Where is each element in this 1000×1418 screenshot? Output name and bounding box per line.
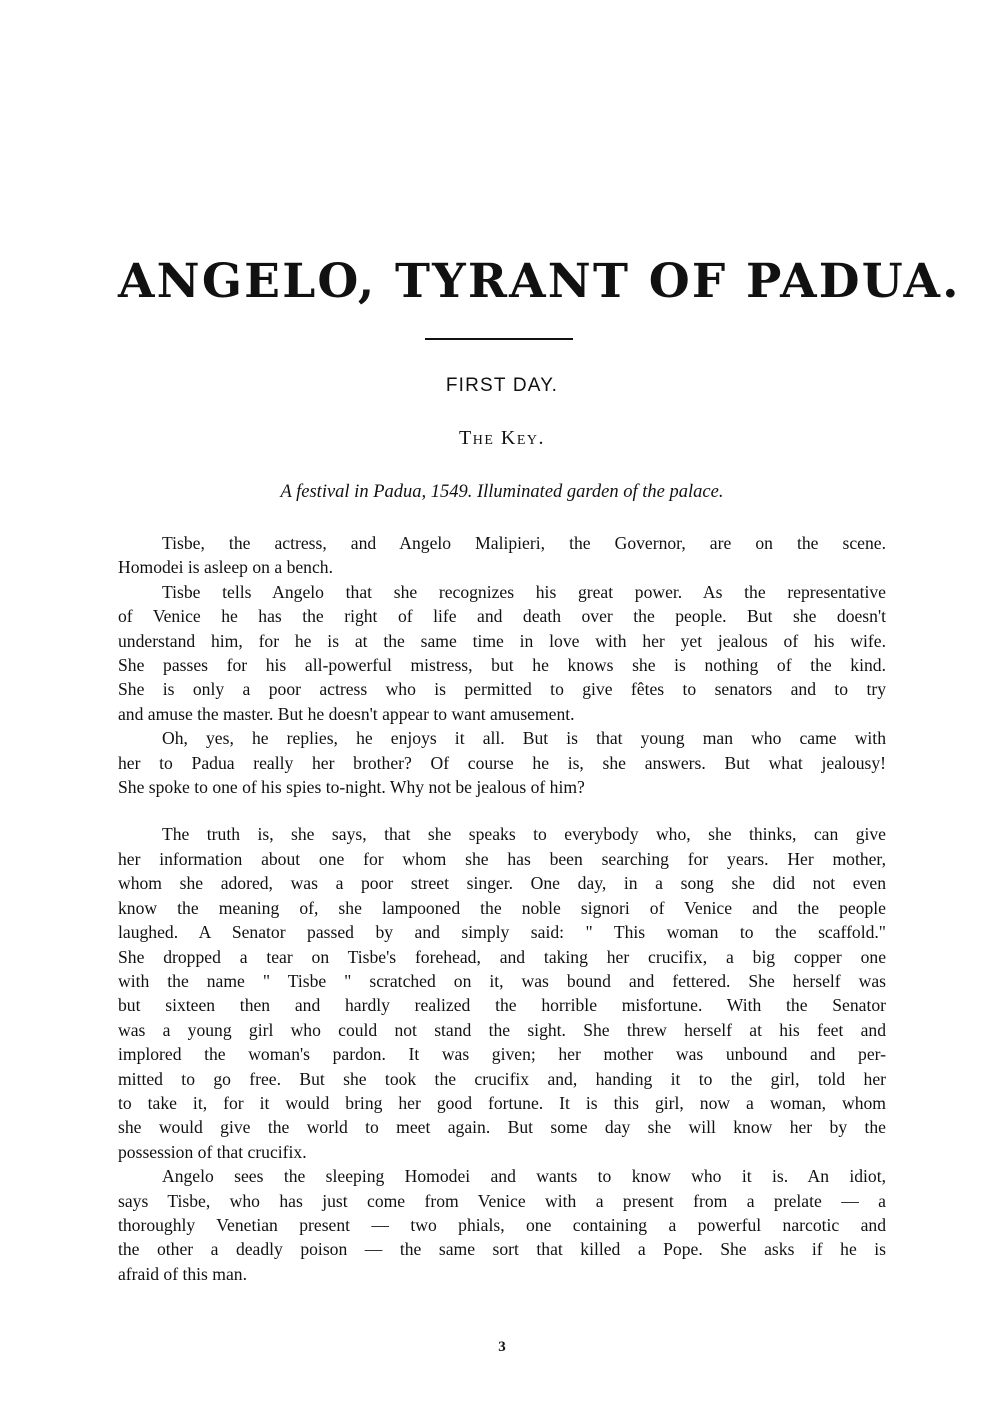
text-line: Oh, yes, he replies, he enjoys it all. But is that young man who came with xyxy=(162,728,886,749)
scene-subtitle: The Key. xyxy=(459,427,545,449)
scene-setting: A festival in Padua, 1549. Illuminated garden of the palace. xyxy=(280,482,724,502)
text-line: She passes for his all-powerful mistress, but he knows she is nothing of the kind. xyxy=(118,655,886,676)
text-line: The truth is, she says, that she speaks to everybody who, she thinks, can give xyxy=(162,824,886,845)
text-line: afraid of this man. xyxy=(118,1263,247,1284)
text-line: whom she adored, was a poor street singer. One day, in a song she did not even xyxy=(118,873,886,894)
title-divider xyxy=(425,338,573,340)
text-line: implored the woman's pardon. It was given; her mother was unbound and per- xyxy=(118,1044,886,1065)
text-line: of Venice he has the right of life and death over the people. But she doesn't xyxy=(118,606,886,627)
text-line: the other a deadly poison — the same sort that killed a Pope. She asks if he is xyxy=(118,1239,886,1260)
text-line: her to Padua really her brother? Of course he is, she answers. But what jealousy! xyxy=(118,752,886,773)
text-line: and amuse the master. But he doesn't appear to want amusement. xyxy=(118,703,575,724)
text-line: Tisbe, the actress, and Angelo Malipieri, the Governor, are on the scene. xyxy=(162,533,886,553)
paragraph-3 xyxy=(118,726,886,799)
text-line: with the name " Tisbe " scratched on it, was bound and fettered. She herself was xyxy=(118,970,886,991)
synopsis-body xyxy=(118,531,886,1286)
text-line: her information about one for whom she has been searching for years. Her mother, xyxy=(118,848,886,869)
paragraph-gap xyxy=(118,799,886,822)
text-line: She dropped a tear on Tisbe's forehead, and taking her crucifix, a big copper one xyxy=(118,946,886,967)
text-line: She is only a poor actress who is permitted to give fêtes to senators and to try xyxy=(118,679,886,700)
book-page xyxy=(118,0,961,1418)
text-line: thoroughly Venetian present — two phials, one containing a powerful narcotic and xyxy=(118,1214,886,1235)
text-line: understand him, for he is at the same time in love with her yet jealous of his wife. xyxy=(118,630,886,651)
page-number: 3 xyxy=(498,1339,506,1355)
text-line: Homodei is asleep on a bench. xyxy=(118,557,333,578)
text-line: She spoke to one of his spies to-night. Why not be jealous of him? xyxy=(118,777,585,798)
paragraph-1 xyxy=(118,531,886,580)
paragraph-2 xyxy=(118,580,886,726)
section-heading: FIRST DAY. xyxy=(445,375,559,396)
text-line: to take it, for it would bring her good fortune. It is this girl, now a woman, whom xyxy=(118,1092,886,1113)
text-line: she would give the world to meet again. But some day she will know her by the xyxy=(118,1117,886,1138)
text-line: but sixteen then and hardly realized the horrible misfortune. With the Senator xyxy=(118,995,886,1016)
text-line: Angelo sees the sleeping Homodei and wants to know who it is. An idiot, xyxy=(162,1166,886,1187)
text-line: says Tisbe, who has just come from Venice with a present from a prelate — a xyxy=(118,1190,886,1211)
text-line: Tisbe tells Angelo that she recognizes his great power. As the representative xyxy=(162,581,886,602)
paragraph-5 xyxy=(118,1164,886,1286)
paragraph-4 xyxy=(118,822,886,1164)
text-line: know the meaning of, she lampooned the noble signori of Venice and the people xyxy=(118,897,886,918)
text-line: mitted to go free. But she took the crucifix and, handing it to the girl, told her xyxy=(118,1068,886,1089)
play-title: ANGELO, TYRANT OF PADUA. xyxy=(118,254,961,309)
text-line: laughed. A Senator passed by and simply said: " This woman to the scaffold." xyxy=(118,922,886,943)
text-line: was a young girl who could not stand the sight. She threw herself at his feet and xyxy=(118,1019,886,1040)
text-line: possession of that crucifix. xyxy=(118,1141,307,1162)
